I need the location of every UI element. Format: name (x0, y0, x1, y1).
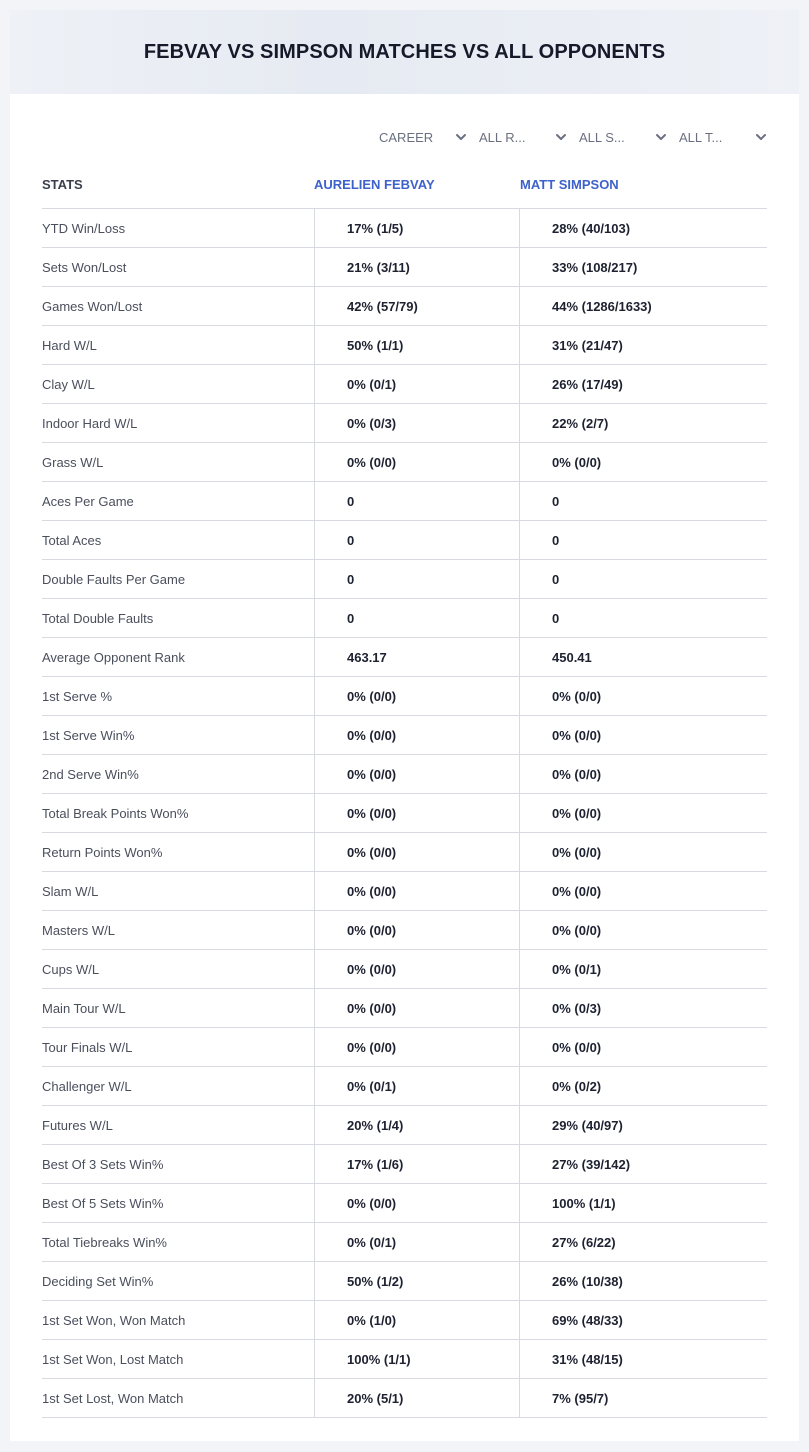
chevron-down-icon (755, 131, 767, 143)
chevron-down-icon (555, 131, 567, 143)
player2-value: 0% (0/0) (519, 443, 767, 481)
filter-dropdown[interactable] (679, 126, 767, 148)
table-row (42, 287, 767, 326)
table-row (42, 677, 767, 716)
table-row (42, 833, 767, 872)
player2-value: 0% (0/0) (519, 794, 767, 832)
player1-value: 0 (314, 482, 519, 520)
player1-value: 0% (0/1) (314, 1067, 519, 1105)
player2-value: 27% (6/22) (519, 1223, 767, 1261)
filter-dropdown[interactable] (579, 126, 667, 148)
player2-value: 0% (0/0) (519, 833, 767, 871)
player2-value: 450.41 (519, 638, 767, 676)
player1-value: 0% (0/0) (314, 911, 519, 949)
stat-label: Best Of 5 Sets Win% (42, 1195, 164, 1211)
player1-value: 0% (0/0) (314, 443, 519, 481)
player1-value: 50% (1/2) (314, 1262, 519, 1300)
filter-label: ALL S... (579, 129, 625, 145)
player1-value: 0% (0/0) (314, 1028, 519, 1066)
player1-value: 0 (314, 560, 519, 598)
table-row (42, 989, 767, 1028)
stat-label: Deciding Set Win% (42, 1273, 154, 1289)
table-row (42, 1379, 767, 1418)
player2-value: 0 (519, 599, 767, 637)
table-row (42, 1067, 767, 1106)
table-header (42, 160, 767, 209)
stat-label: Total Aces (42, 532, 102, 548)
player1-value: 17% (1/5) (314, 209, 519, 247)
table-row (42, 365, 767, 404)
table-row (42, 482, 767, 521)
stat-label: Tour Finals W/L (42, 1039, 133, 1055)
player1-value: 50% (1/1) (314, 326, 519, 364)
table-row (42, 1340, 767, 1379)
table-row (42, 1106, 767, 1145)
table-row (42, 755, 767, 794)
player1-value: 0% (0/1) (314, 1223, 519, 1261)
player2-value: 31% (21/47) (519, 326, 767, 364)
stat-label: Slam W/L (42, 883, 99, 899)
player1-value: 42% (57/79) (314, 287, 519, 325)
table-row (42, 521, 767, 560)
player1-value: 0% (0/1) (314, 365, 519, 403)
player1-value: 0% (0/0) (314, 794, 519, 832)
column-header-player1[interactable]: AURELIEN FEBVAY (314, 176, 435, 192)
stat-label: Sets Won/Lost (42, 259, 127, 275)
table-row (42, 911, 767, 950)
table-row (42, 1223, 767, 1262)
player1-value: 0% (0/0) (314, 950, 519, 988)
stat-label: 1st Serve % (42, 688, 113, 704)
player1-value: 0 (314, 521, 519, 559)
table-row (42, 1301, 767, 1340)
table-row (42, 599, 767, 638)
stat-label: Challenger W/L (42, 1078, 132, 1094)
player1-value: 20% (1/4) (314, 1106, 519, 1144)
player1-value: 0% (0/3) (314, 404, 519, 442)
stat-label: Aces Per Game (42, 493, 134, 509)
player2-value: 0% (0/0) (519, 716, 767, 754)
filter-bar (379, 126, 767, 148)
stat-label: Return Points Won% (42, 844, 163, 860)
table-row (42, 209, 767, 248)
player1-value: 20% (5/1) (314, 1379, 519, 1417)
player1-value: 21% (3/11) (314, 248, 519, 286)
player2-value: 0% (0/3) (519, 989, 767, 1027)
player1-value: 0% (0/0) (314, 872, 519, 910)
filter-dropdown[interactable] (379, 126, 467, 148)
player1-value: 0% (1/0) (314, 1301, 519, 1339)
filter-dropdown[interactable] (479, 126, 567, 148)
player2-value: 0% (0/2) (519, 1067, 767, 1105)
stat-label: Masters W/L (42, 922, 115, 938)
player2-value: 0% (0/0) (519, 1028, 767, 1066)
stat-label: Main Tour W/L (42, 1000, 126, 1016)
stat-label: Cups W/L (42, 961, 100, 977)
stat-label: Grass W/L (42, 454, 104, 470)
player1-value: 0% (0/0) (314, 716, 519, 754)
stat-label: Total Double Faults (42, 610, 154, 626)
filter-label: ALL R... (479, 129, 526, 145)
column-header-player2[interactable]: MATT SIMPSON (520, 176, 619, 192)
stat-label: Total Break Points Won% (42, 805, 189, 821)
stat-label: Indoor Hard W/L (42, 415, 138, 431)
stat-label: 2nd Serve Win% (42, 766, 139, 782)
stat-label: 1st Set Won, Won Match (42, 1312, 186, 1328)
table-row (42, 716, 767, 755)
table-row (42, 638, 767, 677)
player1-value: 0% (0/0) (314, 833, 519, 871)
player2-value: 0 (519, 560, 767, 598)
page-title: FEBVAY VS SIMPSON MATCHES VS ALL OPPONENTS (143, 40, 666, 63)
table-row (42, 326, 767, 365)
table-row (42, 794, 767, 833)
stat-label: YTD Win/Loss (42, 220, 126, 236)
player2-value: 0 (519, 521, 767, 559)
table-row (42, 404, 767, 443)
stat-label: 1st Set Lost, Won Match (42, 1390, 184, 1406)
table-row (42, 950, 767, 989)
chevron-down-icon (455, 131, 467, 143)
player2-value: 0% (0/0) (519, 872, 767, 910)
stat-label: Games Won/Lost (42, 298, 143, 314)
player2-value: 28% (40/103) (519, 209, 767, 247)
player1-value: 17% (1/6) (314, 1145, 519, 1183)
page-header (10, 10, 799, 94)
player2-value: 0% (0/0) (519, 755, 767, 793)
stat-label: Double Faults Per Game (42, 571, 186, 587)
player1-value: 0% (0/0) (314, 677, 519, 715)
table-row (42, 872, 767, 911)
player1-value: 0% (0/0) (314, 1184, 519, 1222)
stat-label: Total Tiebreaks Win% (42, 1234, 167, 1250)
table-row (42, 1184, 767, 1223)
stats-card (10, 10, 799, 1441)
player2-value: 0 (519, 482, 767, 520)
stat-label: Average Opponent Rank (42, 649, 185, 665)
stat-label: Best Of 3 Sets Win% (42, 1156, 164, 1172)
player2-value: 29% (40/97) (519, 1106, 767, 1144)
player2-value: 26% (10/38) (519, 1262, 767, 1300)
player2-value: 33% (108/217) (519, 248, 767, 286)
column-header-stats: STATS (42, 176, 83, 192)
table-row (42, 1145, 767, 1184)
stat-label: Clay W/L (42, 376, 95, 392)
player2-value: 44% (1286/1633) (519, 287, 767, 325)
stats-table (42, 160, 767, 1418)
table-row (42, 443, 767, 482)
stat-label: Hard W/L (42, 337, 97, 353)
player2-value: 31% (48/15) (519, 1340, 767, 1378)
player2-value: 26% (17/49) (519, 365, 767, 403)
player1-value: 0 (314, 599, 519, 637)
table-row (42, 560, 767, 599)
player2-value: 100% (1/1) (519, 1184, 767, 1222)
player1-value: 0% (0/0) (314, 755, 519, 793)
stat-label: 1st Serve Win% (42, 727, 135, 743)
chevron-down-icon (655, 131, 667, 143)
player1-value: 100% (1/1) (314, 1340, 519, 1378)
player2-value: 7% (95/7) (519, 1379, 767, 1417)
table-row (42, 1262, 767, 1301)
stat-label: Futures W/L (42, 1117, 113, 1133)
table-row (42, 248, 767, 287)
player2-value: 27% (39/142) (519, 1145, 767, 1183)
player2-value: 0% (0/0) (519, 911, 767, 949)
player2-value: 69% (48/33) (519, 1301, 767, 1339)
player2-value: 22% (2/7) (519, 404, 767, 442)
player2-value: 0% (0/0) (519, 677, 767, 715)
filter-label: ALL T... (679, 129, 723, 145)
player2-value: 0% (0/1) (519, 950, 767, 988)
player1-value: 463.17 (314, 638, 519, 676)
table-body (42, 209, 767, 1418)
table-row (42, 1028, 767, 1067)
filter-label: CAREER (379, 129, 434, 145)
stat-label: 1st Set Won, Lost Match (42, 1351, 184, 1367)
player1-value: 0% (0/0) (314, 989, 519, 1027)
